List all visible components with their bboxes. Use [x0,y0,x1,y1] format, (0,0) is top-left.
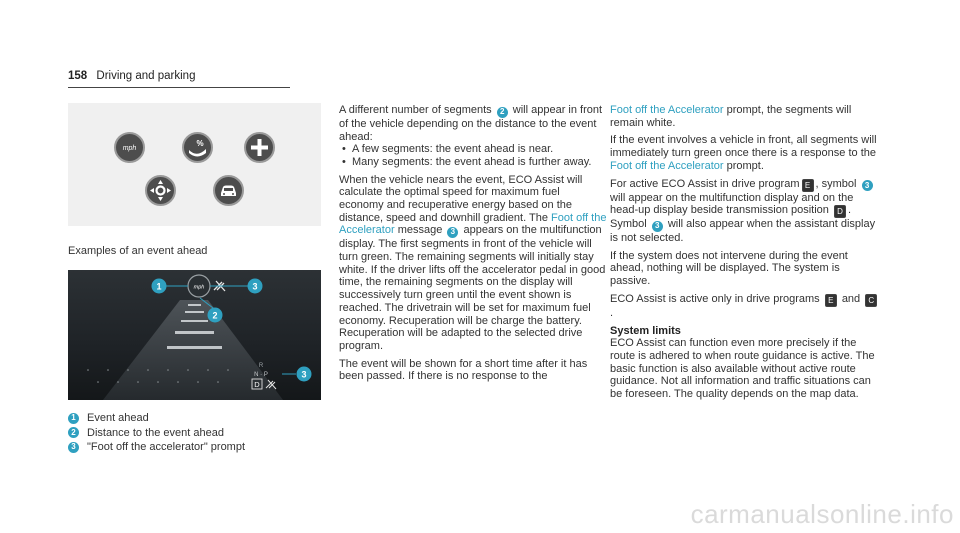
foot-off-accelerator-link: Foot off the Accelerator [610,159,724,172]
drive-program-e-icon: E [825,294,837,307]
speed-limit-icon [114,132,145,163]
callout-2 [208,308,223,323]
paragraph: Foot off the Accelerator prompt, the segments will remain white. [610,104,852,129]
figure-caption: Examples of an event ahead [68,245,208,257]
paragraph: If the event involves a vehicle in front, all segments will immediately turn green once there is a response to the Foot off the Accelerator prompt. [610,134,877,172]
callout-1 [152,279,167,294]
multifunction-display-figure [68,270,321,400]
roundabout-icon [145,175,176,206]
svg-text:2: 2 [212,310,218,321]
drive-program-c-icon: C [865,294,877,307]
callout-number: 2 [68,427,79,438]
callout-3-top [248,279,263,294]
speed-icon-display [188,275,210,297]
page-header [68,70,195,82]
callout-number: 3 [652,221,663,232]
foot-off-accelerator-link: Foot off the Accelerator [339,211,607,237]
foot-off-accelerator-link: Foot off the Accelerator [610,104,724,116]
legend-item [68,411,245,426]
paragraph: A different number of segments 2 will appear in front of the vehicle depending on the distance to the event ahead: [339,104,603,143]
text-column-1 [339,104,607,383]
callout-number: 2 [497,107,508,118]
svg-text:D: D [254,380,260,389]
svg-text:3: 3 [301,369,307,380]
paragraph: The event will be shown for a short time after it has been passed. If there is no response to the [339,357,588,383]
header-divider [68,87,290,88]
svg-text:N · P: N · P [254,372,268,378]
section-title: Driving and parking [96,70,196,82]
svg-text:R: R [258,363,264,369]
svg-text:1: 1 [156,281,162,292]
svg-text:mph: mph [122,145,137,152]
legend-text: Distance to the event ahead [87,426,224,439]
event-icons-figure [68,103,321,226]
legend-text: "Foot off the accelerator" prompt [87,441,246,453]
watermark: carmanualsonline.info [690,499,954,529]
callout-number: 3 [68,442,79,453]
text-column-2 [610,104,882,401]
paragraph: ECO Assist is active only in drive programs E and C. [610,293,882,320]
callout-3-bottom [297,367,312,382]
legend-item [68,426,245,441]
list-item: • A few segments: the event ahead is near. [352,143,607,156]
svg-text:%: % [196,139,204,148]
list-item: • Many segments: the event ahead is further away. [352,156,607,169]
callout-number: 1 [68,413,79,424]
junction-icon [244,132,275,163]
gradient-icon [182,132,213,163]
page-number: 158 [68,70,88,82]
legend-item [68,440,245,455]
paragraph: ECO Assist can function even more precisely if the route is adhered to when route guidance is active. The basic function is also available without active route guidance. Not all information and traffic situations can be foreseen. The quality depends on the map data. [610,337,875,401]
callout-number: 3 [862,180,873,191]
section-heading: System limits [610,324,681,337]
figure-legend [68,411,245,455]
svg-text:3: 3 [252,281,258,292]
legend-text: Event ahead [87,412,149,424]
paragraph: For active ECO Assist in drive program E , symbol 3 will appear on the multifunction display and on the head-up display beside transmission position D . Symbol 3 will also appear when the assistant display is not selected. [610,177,876,245]
vehicle-ahead-icon [213,175,244,206]
bullet-list [339,143,607,168]
transmission-d-icon: D [834,205,846,218]
paragraph: If the system does not intervene during the event ahead, nothing will be displayed. The system is passive. [610,249,848,288]
callout-number: 3 [447,227,458,238]
drive-program-e-icon: E [802,179,814,192]
paragraph: When the vehicle nears the event, ECO Assist will calculate the optimal speed for maximum fuel economy and recuperative energy based on the distance, speed and downhill gradient. The Foot off the Accelerator message 3 appears on the multifunction display. The first segments in front of the vehicle will turn green. The remaining segments will initially stay white. If the driver lifts off the accelerator pedal in good time, the remaining segments on the display will successively turn green until the event shown is reached. The drivetrain will be set for maximum fuel economy. Recuperation will be charge the battery. Recuperation will be adapted to the selected drive program. [339,173,607,352]
svg-text:mph: mph [193,284,205,291]
